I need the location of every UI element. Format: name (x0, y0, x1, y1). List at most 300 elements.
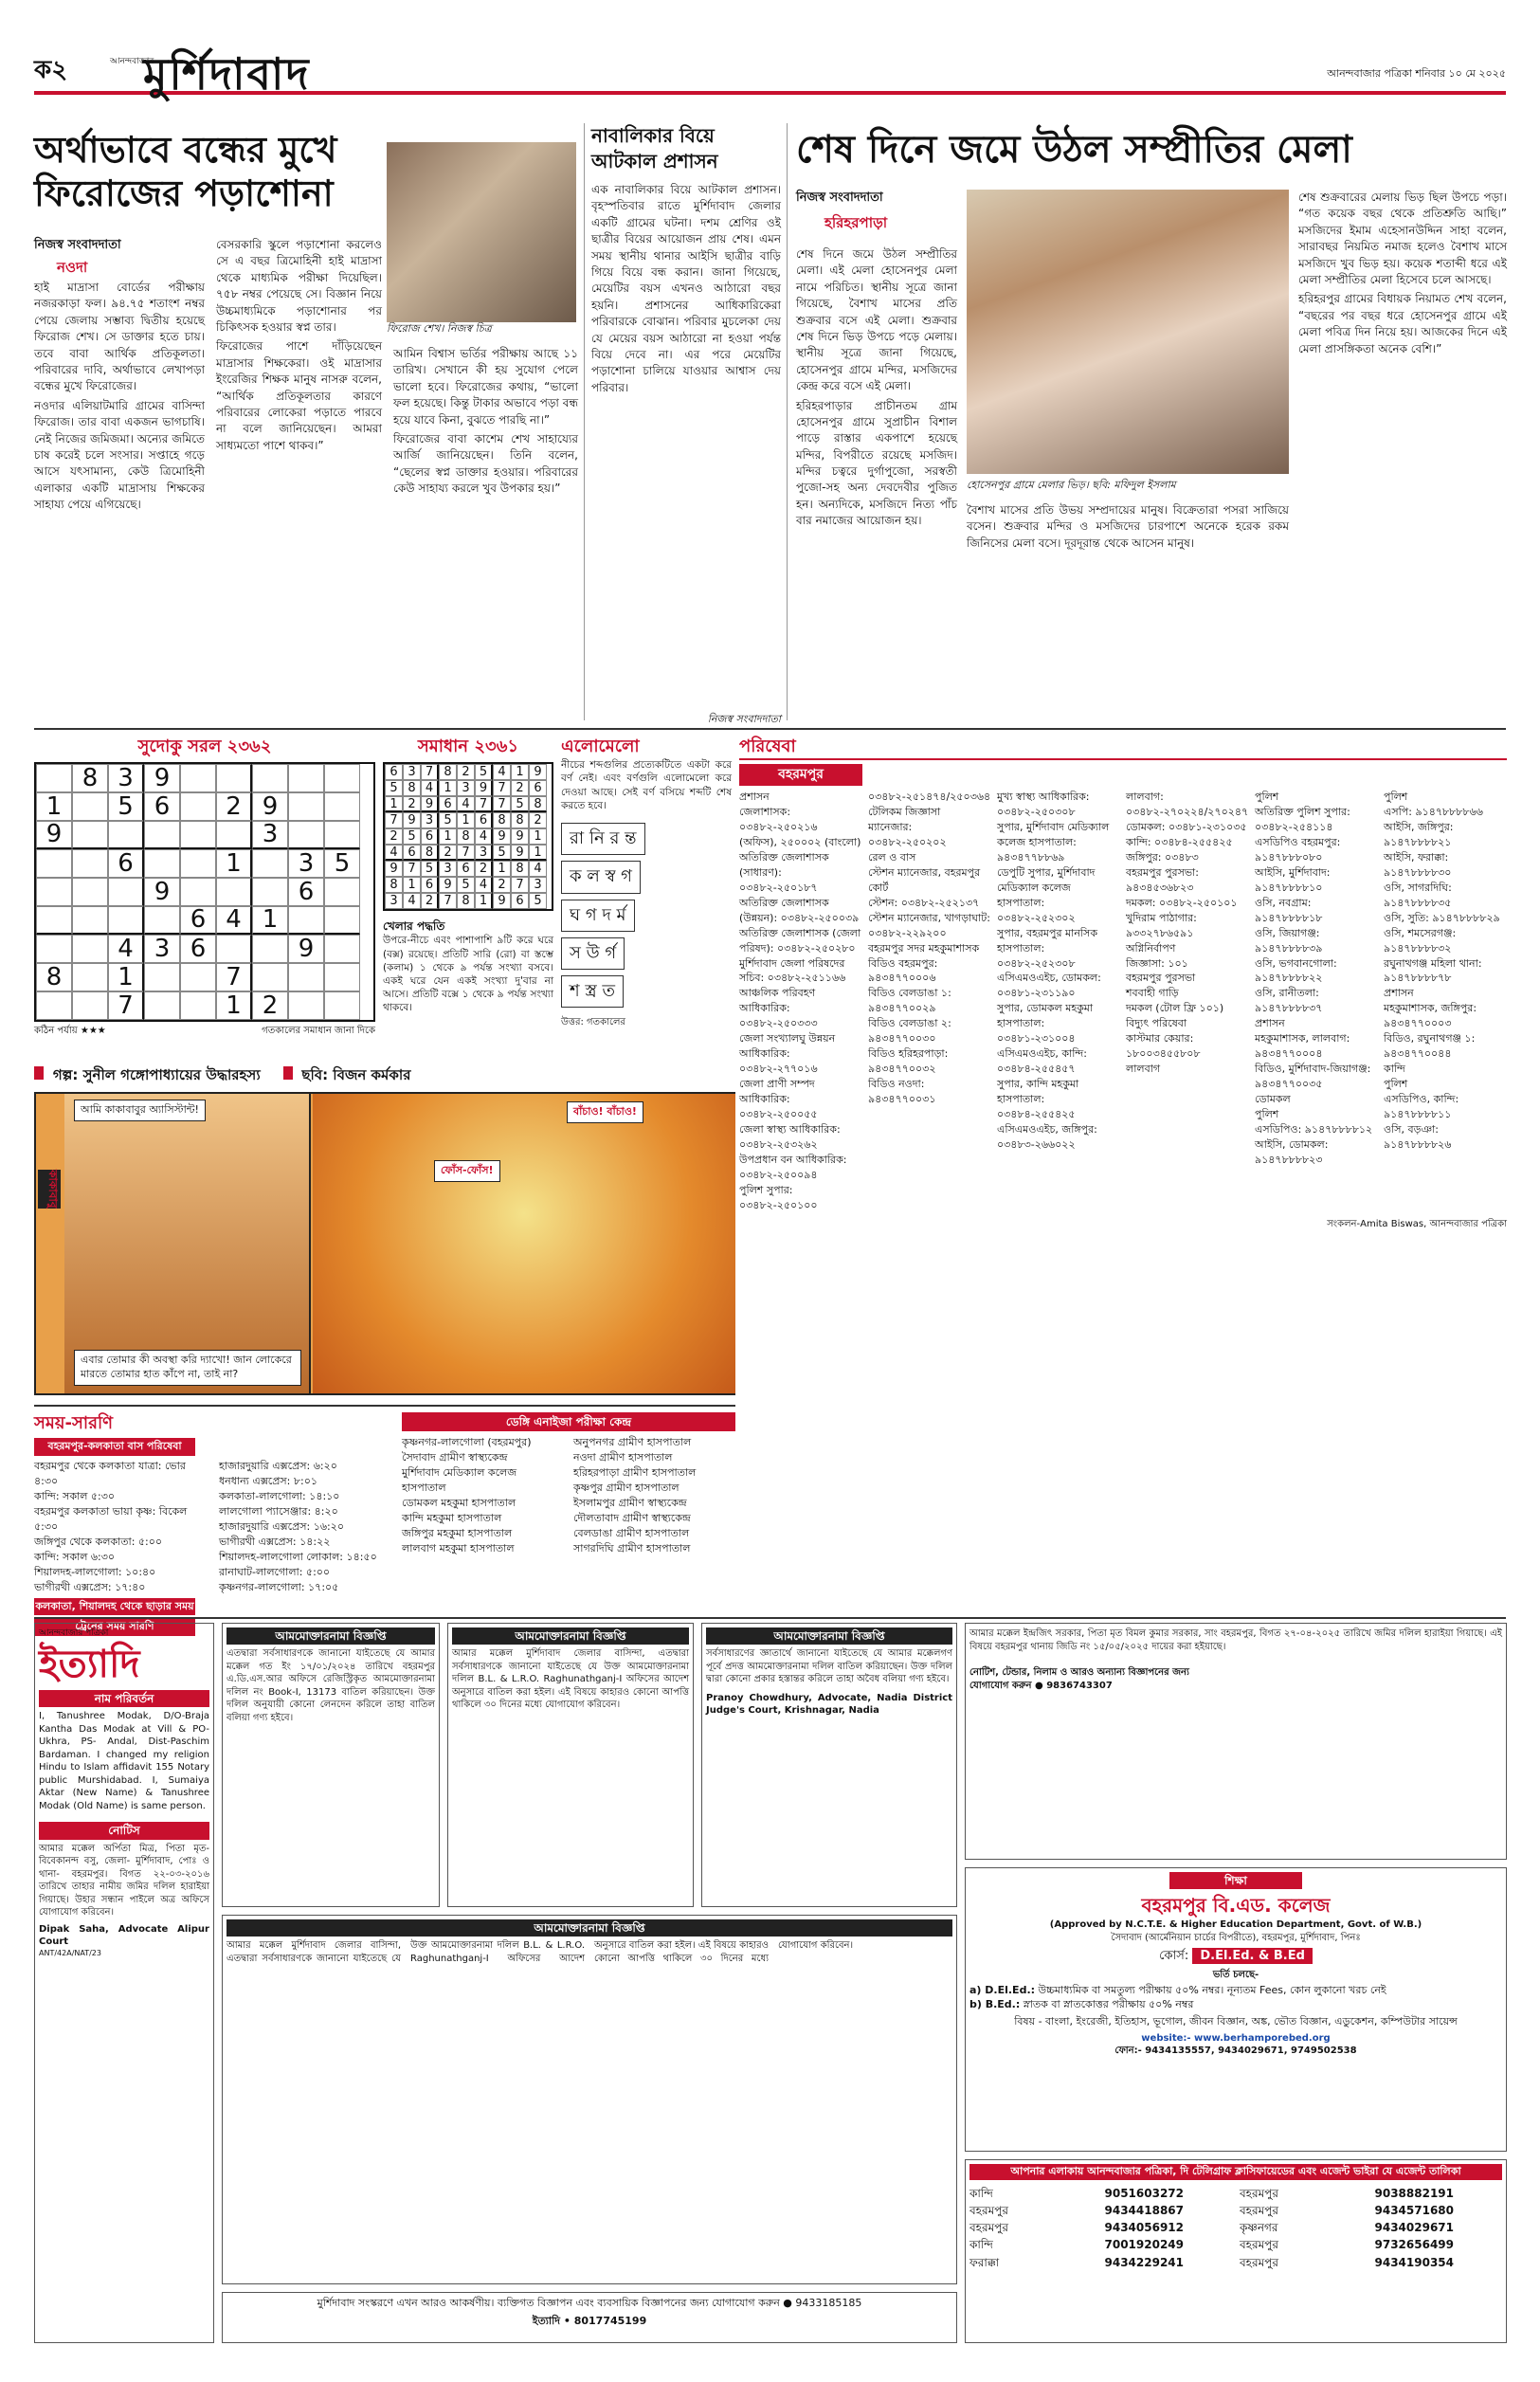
poa-ad-1-text: এতদ্বারা সর্বসাধারণকে জানানো যাইতেছে যে আমার মক্কেল গত ইং ১৭/০১/২০২৪ তারিখে বহরমপুর এ.ডি.এস.আর অফিসে রেজিস্ট্রিকৃত আমমোক্তারনামা দলিল নং Book-I, 13173 বাতিল করিয়াছেন। উক্ত দলিল অনুযায়ী কোনো লেনদেন করিলে তাহা বাতিল বলিয়া গণ্য হইবে। (226, 1648, 435, 1723)
grid-cell: 8 (457, 893, 475, 909)
service-entry: সুপার, বহরমপুর মানসিক হাসপাতাল: ০৩৪৮২-২৫২৩০৮ (997, 926, 1098, 970)
service-entry: জিজ্ঞাসা: ১০১ (1126, 956, 1188, 970)
grid-cell[interactable] (180, 878, 216, 906)
grid-cell: 3 (385, 893, 403, 909)
services-credit: সংকলন-Amita Biswas, আনন্দবাজার পত্রিকা (1327, 1219, 1507, 1230)
course-b-label: b) B.Ed.: (969, 1998, 1021, 2011)
services-sub: বহরমপুর (739, 764, 862, 786)
poa-ad-2-text: আমার মক্কেল মুর্শিদাবাদ জেলার বাসিন্দা, এতদ্বারা সর্বসাধারণকে জানানো যাইতেছে যে উক্ত আমমোক্তারনামা দলিল B.L. & L.R.O. Raghunathganj-I অফিসের আদেশ অনুসারে বাতিল করা হইল। এই বিষয়ে কাহারও কোনো আপত্তি থাকিলে ৩০ দিনের মধ্যে যোগাযোগ করিবেন। (452, 1648, 689, 1711)
grid-cell: 1 (439, 828, 457, 845)
grid-cell[interactable] (72, 963, 108, 991)
grid-cell[interactable] (288, 792, 324, 821)
story1-col1 (34, 280, 205, 716)
service-entry: বিডিও বেলডাঙা ২: ৯৪৩৪৭৭০০৩০ (868, 1017, 951, 1046)
agent-area: বহরমপুর (1240, 2186, 1278, 2200)
service-entry: রেল ও বাস (868, 850, 916, 864)
grid-cell[interactable] (216, 878, 252, 906)
grid-cell[interactable] (144, 849, 180, 878)
grid-cell: 9 (493, 828, 511, 845)
directory-line: দৌলতাবাদ গ্রামীণ স্বাস্থ্যকেন্দ্র (573, 1511, 691, 1524)
grid-cell[interactable] (252, 935, 288, 963)
grid-cell[interactable] (288, 821, 324, 849)
comic-side-label: কাকাবাবু (38, 1170, 61, 1209)
story1-caption: ফিরোজ শেখ। নিজস্ব চিত্র (387, 322, 492, 335)
grid-cell: 8 (439, 764, 457, 780)
elomelo-answer: উত্তর: গতকালের (561, 1017, 625, 1028)
grid-cell: 3 (403, 764, 421, 780)
service-entry: শববাহী গাড়ি (1126, 987, 1179, 1000)
service-entry: অতিরিক্ত পুলিশ সুপার: ০৩৪৮২-২৫৪১১৪ (1255, 806, 1350, 834)
grid-cell: 9 (511, 828, 529, 845)
service-entry: অতিরিক্ত জেলাশাসক (সাধারণ): ০৩৪৮২-২৫০১৮৭ (739, 850, 829, 894)
service-entry: এসপি: ৯১৪৭৮৮৮৮৬৬ (1384, 806, 1483, 819)
grid-cell[interactable]: 9 (36, 821, 72, 849)
grid-cell: 2 (475, 861, 493, 877)
grid-cell: 9 (421, 796, 439, 812)
service-entry: বিডিও, মুর্শিদাবাদ-জিয়াগঞ্জ: ৯৪৩৪৭৭০০৩৫ (1255, 1063, 1371, 1090)
story3-para: হরিহরপাড়ার প্রাচীনতম গ্রাম হোসেনপুর গ্রামে সুপ্রাচীন বিশাল পাড়ে রাস্তার একপাশে হয়েছে মন্দির, বিপরীতে রয়েছে মসজিদ। মন্দির চত্বরে দুর্গাপুজো, সরস্বতী পুজো-সহ অন্য দেবদেবীর পুজিত হন। অন্যদিকে, মসজিদে নিত্য পাঁচ বার নমাজের আয়োজন হয়। (796, 398, 957, 528)
service-entry: খুদিরাম পাঠাগার: ৯৩৩২৭৮৬৫৯১ (1126, 911, 1197, 939)
story3-col1 (796, 246, 957, 720)
service-entry: রঘুনাথগঞ্জ মহিলা থানা: ৯১৪৭৮৮৮৮৭৮ (1384, 956, 1482, 985)
sudoku-block (34, 736, 375, 1058)
story2-kicker: নাবালিকার বিয়ে (591, 124, 715, 147)
directory-line: কান্দি মহকুমা হাসপাতাল (402, 1511, 502, 1524)
grid-cell[interactable] (36, 991, 72, 1020)
service-entry: এসডিপিও বহরমপুর: ৯১৪৭৮৮৮০৮০ (1255, 836, 1341, 864)
grid-cell: 6 (385, 764, 403, 780)
grid-cell[interactable]: 6 (180, 935, 216, 963)
grid-cell: 1 (457, 812, 475, 828)
grid-cell: 2 (403, 796, 421, 812)
grid-cell[interactable] (324, 906, 360, 935)
grid-cell[interactable] (72, 935, 108, 963)
agent-phone: 9434056912 (1104, 2221, 1184, 2235)
grid-cell: 2 (511, 780, 529, 796)
grid-cell[interactable] (144, 821, 180, 849)
grid-cell[interactable] (288, 906, 324, 935)
service-entry: এসিএমওএইচ, জঙ্গিপুর: ০৩৪৮৩-২৬৬০২২ (997, 1122, 1097, 1151)
agent-phone: 9051603272 (1104, 2186, 1184, 2200)
directory-line: সাগরদিঘি গ্রামীণ হাসপাতাল (573, 1541, 691, 1555)
grid-cell[interactable]: 5 (108, 792, 144, 821)
story1-photo (387, 142, 576, 322)
grid-cell: 5 (403, 828, 421, 845)
grid-cell[interactable] (144, 906, 180, 935)
grid-cell: 5 (511, 796, 529, 812)
footer-ad (222, 2292, 957, 2343)
grid-cell[interactable]: 1 (252, 906, 288, 935)
directory-line: নওদা গ্রামীণ হাসপাতাল (573, 1451, 673, 1464)
elomelo-words (561, 820, 732, 1010)
directory-line: কান্দি: সকাল ৬:৩০ (34, 1550, 116, 1563)
course-a-text: উচ্চমাধ্যমিক বা সমতুল্য পরীক্ষায় ৫০% নম্বর। নূন্যতম Fees, কোন লুকানো খরচ নেই (1038, 1984, 1386, 1997)
agent-area: বহরমপুর (1240, 2204, 1278, 2218)
grid-cell[interactable] (252, 963, 288, 991)
sudoku-title: সুদোকু সরল ২৩৬২ (137, 736, 272, 756)
comic-strip (34, 1092, 735, 1395)
grid-cell[interactable] (72, 906, 108, 935)
grid-cell: 5 (475, 764, 493, 780)
story3-headline[interactable]: শেষ দিনে জমে উঠল সম্প্রীতির মেলা (796, 127, 1352, 172)
grid-cell: 9 (475, 780, 493, 796)
grid-cell[interactable] (216, 764, 252, 792)
service-entry: ডোমকল (1255, 1092, 1291, 1105)
grid-cell[interactable]: 3 (144, 935, 180, 963)
directory-line: মুর্শিদাবাদ মেডিক্যাল কলেজ হাসপাতাল (402, 1466, 517, 1494)
comic-panel-2 (313, 1094, 735, 1393)
grid-cell[interactable] (36, 906, 72, 935)
grid-cell: 1 (529, 845, 547, 861)
agent-area: বহরমপুর (969, 2204, 1008, 2218)
elomelo-word: ক ল স্ব গ (561, 861, 641, 893)
grid-cell: 9 (493, 893, 511, 909)
ittadi-ad (34, 1623, 214, 2343)
grid-cell: 6 (529, 780, 547, 796)
grid-cell[interactable] (180, 991, 216, 1020)
grid-cell[interactable]: 3 (108, 764, 144, 792)
grid-cell: 3 (529, 877, 547, 893)
grid-cell[interactable]: 4 (108, 935, 144, 963)
grid-cell: 3 (457, 780, 475, 796)
grid-cell[interactable] (216, 935, 252, 963)
top-right-ad-text: আমার মক্কেল ইন্দ্রজিৎ সরকার, পিতা মৃত বিমল কুমার সরকার, সাং বহরমপুর, বিগত ২৭-০৪-২০২৫ তারিখে জমির দলিল হারাইয়া গিয়াছে। এই বিষয়ে বহরমপুর থানায় জিডি নং ১৫/০৫/২০২৫ দায়ের করা হইয়াছে। (969, 1628, 1502, 1652)
grid-cell[interactable]: 4 (216, 906, 252, 935)
grid-cell[interactable] (180, 963, 216, 991)
directory-line: হাজারদুয়ারি এক্সপ্রেস: ৬:২০ (219, 1460, 337, 1473)
grid-cell: 6 (457, 861, 475, 877)
grid-cell[interactable]: 6 (108, 849, 144, 878)
comic-narration: এবার তোমার কী অবস্থা করি দ্যাখো! জান লোকেরে মারতে তোমার হাত কাঁপে না, তাই না? (74, 1350, 301, 1386)
service-entry: আইসি, জঙ্গিপুর: ৯১৪৭৮৮৮৮২১ (1384, 821, 1454, 848)
grid-cell[interactable] (288, 963, 324, 991)
grid-cell[interactable] (324, 764, 360, 792)
grid-cell: 8 (529, 796, 547, 812)
agent-phone: 9434418867 (1104, 2204, 1184, 2218)
grid-cell: 8 (511, 812, 529, 828)
directory-line: শিয়ালদহ-লালগোলা লোকাল: ১৪:৫০ (219, 1550, 377, 1563)
story3-para: বৈশাখ মাসের প্রতি উভয় সম্প্রদায়ের মানুষ। বিক্রেতারা পসরা সাজিয়ে বসেন। শুক্রবার মন্দির ও মসজিদের চারপাশে অনেকে হরেক রকম জিনিসের মেলা বসে। দূরদূরান্ত থেকে আসেন মানুষ। (967, 503, 1289, 550)
grid-cell: 4 (457, 796, 475, 812)
comic-bubble-2: বাঁচাও! বাঁচাও! (567, 1101, 643, 1123)
directory-line: অনুপনগর গ্রামীণ হাসপাতাল (573, 1436, 692, 1449)
service-entry: কান্দি (1384, 1063, 1405, 1076)
timetable-sub2: কলকাতা, শিয়ালদহ থেকে ছাড়ার সময় (34, 1598, 195, 1616)
grid-cell[interactable] (144, 991, 180, 1020)
course-a-label: a) D.El.Ed.: (969, 1984, 1036, 1997)
service-entry: বহরমপুর সদর মহকুমাশাসক (868, 941, 980, 955)
grid-cell[interactable]: 6 (144, 792, 180, 821)
directory-line: শিয়ালদহ-লালগোলা: ১০:৪০ (34, 1565, 156, 1578)
course-label: কোর্স: (1159, 1949, 1189, 1964)
story3-caption: হোসেনপুর গ্রামে মেলার ভিড়। ছবি: মফিদুল ইসলাম (967, 479, 1176, 491)
service-entry: স্টেশন ম্যানেজার, খাগড়াঘাট: (868, 911, 990, 924)
grid-cell: 7 (511, 877, 529, 893)
story3-col2 (967, 502, 1289, 720)
grid-cell[interactable] (324, 935, 360, 963)
services-columns (739, 790, 1507, 1212)
agent-phone: 9038882191 (1374, 2186, 1454, 2200)
agent-phone: 9434029671 (1374, 2221, 1454, 2235)
service-entry: কান্দি: ০৩৪৮৪-২৫৫৪২৫ (1126, 836, 1233, 848)
service-entry: দমকল: ০৩৪৮২-২৫০১০১ (1126, 896, 1238, 909)
grid-cell[interactable] (324, 821, 360, 849)
grid-cell: 1 (529, 828, 547, 845)
column-rule (584, 123, 585, 720)
service-entry: ওসি, জিয়াগঞ্জ: ৯১৪৭৮৮৮৮৩৯ (1255, 926, 1323, 955)
service-entry: পুলিশ (1384, 791, 1408, 804)
grid-cell: 6 (403, 845, 421, 861)
story3-para: শেষ দিনে জমে উঠল সম্প্রীতির মেলা। এই মেলা হোসেনপুর মেলা নামে পরিচিত। স্থানীয় সূত্রে জানা গিয়েছে, বৈশাখ মাসের প্রতি শুক্রবার বসে এই মেলা। শুক্রবার শেষ দিনে ভিড় উপচে পড়ে মেলায়। স্থানীয় সূত্রে জানা গিয়েছে, হোসেনপুর গ্রামে মন্দির, মসজিদের কেন্দ্র করে বসে এই মেলা। (796, 247, 957, 393)
poa-ad-4-title: আমমোক্তারনামা বিজ্ঞপ্তি (226, 1919, 952, 1937)
elomelo-word: স উ র্গ (561, 937, 625, 970)
grid-cell[interactable]: 1 (216, 991, 252, 1020)
service-entry: ওসি, শমসেরগঞ্জ: ৯১৪৭৮৮৮৮৩২ (1384, 926, 1457, 955)
college-approval: (Approved by N.C.T.E. & Higher Education Department, Govt. of W.B.) (1049, 1919, 1422, 1931)
sudoku-grid[interactable] (34, 762, 375, 1022)
story3-para: হরিহরপুর গ্রামের বিধায়ক নিয়ামত শেখ বলেন, “বছরের পর বছর ধরে হোসেনপুর গ্রামে এই মেলা পবিত্র দিন নিয়ে হয়। আজকের দিনে এই মেলা প্রাসঙ্গিকতা অনেক বেশি।” (1298, 292, 1507, 355)
hospitals-block (402, 1412, 735, 1611)
section-rule (34, 728, 1506, 730)
grid-cell[interactable]: 1 (216, 849, 252, 878)
grid-cell: 1 (511, 764, 529, 780)
grid-cell[interactable] (180, 792, 216, 821)
story2 (591, 123, 781, 725)
service-entry: পুলিশ সুপার: ০৩৪৮২-২৫০১০০ (739, 1183, 818, 1211)
poa-ad-3 (701, 1623, 957, 1907)
grid-cell[interactable] (216, 821, 252, 849)
story1-para: ফিরোজের বাবা কাশেম শেখ সাহায্যের আর্জি জানিয়েছেন। তিনি বলেন, “ছেলের স্বপ্ন ডাক্তার হওয়ার। পরিবারের কেউ সাহায্য করলে খুব উপকার হয়।” (393, 431, 578, 496)
grid-cell[interactable] (144, 963, 180, 991)
service-entry: অতিরিক্ত জেলাশাসক (জেলা পরিষদ): ০৩৪৮২-২৫০২৮০ (739, 926, 861, 955)
service-entry: মহকুমাশাসক, জঙ্গিপুর: ৯৪৩৪৭৭০০০৩ (1384, 1002, 1477, 1030)
grid-cell[interactable]: 9 (288, 935, 324, 963)
hospital-lines (402, 1435, 735, 1556)
grid-cell: 5 (529, 893, 547, 909)
timetable-sub1: বহরমপুর-কলকাতা বাস পরিষেবা (34, 1438, 195, 1456)
service-entry: ওসি, ভগবানগোলা: ৯১৪৭৮৮৮৮২২ (1255, 956, 1337, 985)
service-entry: জেলা সংখ্যালঘু উন্নয়ন আধিকারিক: ০৩৪৮২-২৭৭০১৬ (739, 1032, 836, 1076)
grid-cell: 6 (421, 828, 439, 845)
grid-cell[interactable] (72, 849, 108, 878)
service-entry: পুলিশ (1255, 791, 1279, 804)
elomelo-title: এলোমেলো (561, 736, 640, 756)
grid-cell: 6 (421, 877, 439, 893)
grid-cell[interactable] (180, 849, 216, 878)
grid-cell[interactable] (108, 821, 144, 849)
service-entry: অগ্নিনির্বাপণ (1126, 941, 1176, 955)
course-value: D.El.Ed. & B.Ed (1192, 1948, 1313, 1964)
poa-ad-2 (447, 1623, 694, 1907)
service-entry: বহরমপুর পুরসভা (1126, 972, 1196, 985)
services-column (739, 790, 862, 1212)
service-entry: দমকল (টোল ফ্রি ১০১) (1126, 1002, 1224, 1015)
grid-cell: 7 (421, 764, 439, 780)
comic-title: গল্প: সুনীল গঙ্গোপাধ্যায়ের উদ্ধারহস্য (52, 1066, 261, 1083)
service-entry: অতিরিক্ত জেলাশাসক (উন্নয়ন): ০৩৪৮২-২৫০০৩৯ (739, 896, 860, 924)
grid-cell[interactable] (72, 821, 108, 849)
grid-cell: 1 (475, 893, 493, 909)
service-entry: পুলিশ (1384, 1078, 1408, 1090)
directory-line: ভাগীরথী এক্সপ্রেস: ১৭:৪০ (34, 1580, 146, 1593)
grid-cell: 8 (493, 812, 511, 828)
college-ad (965, 1867, 1507, 2152)
grid-cell[interactable] (36, 764, 72, 792)
grid-cell: 1 (493, 861, 511, 877)
solution-grid (383, 762, 553, 911)
story1-para: নওদার এলিয়াটমারি গ্রামের বাসিন্দা ফিরোজ। তার বাবা একজন ভাগচাষি। নেই নিজের জমিজমা। অন্যের জমিতে চাষ করেই চলে সংসার। সপ্তাহে গড়ে আসে যৎসামান্য, কেউ ত্রিমোহিনী এলাকার একটি মাদ্রাসায় শিক্ষকের সাহায্য পেয়ে এগিয়েছে। (34, 398, 205, 512)
grid-cell[interactable]: 7 (108, 991, 144, 1020)
grid-cell[interactable]: 7 (216, 963, 252, 991)
grid-cell[interactable] (72, 792, 108, 821)
agent-area: কান্দি (969, 2186, 993, 2200)
directory-line: বহরমপুর কলকাতা ভায়া কৃষ্ণ: বিকেল ৫:৩০ (34, 1504, 188, 1533)
section-rule (34, 1617, 1506, 1619)
grid-cell[interactable] (36, 935, 72, 963)
ittadi-contact: ইত্যাদি • 8017745199 (532, 2314, 647, 2327)
grid-cell[interactable]: 3 (252, 821, 288, 849)
service-entry: স্টেশন: ০৩৪৮২-২৫২১৩৭ (868, 896, 980, 909)
grid-cell: 1 (439, 780, 457, 796)
advocate-sig: Pranoy Chowdhury, Advocate, Nadia District Judge's Court, Krishnagar, Nadia (706, 1692, 952, 1717)
agent-phone: 9434571680 (1374, 2204, 1454, 2218)
story3-col3 (1298, 190, 1507, 720)
grid-cell: 7 (475, 796, 493, 812)
grid-cell[interactable]: 2 (216, 792, 252, 821)
masthead (34, 48, 1506, 100)
college-website[interactable]: website:- www.berhamporebed.org (1141, 2032, 1331, 2044)
grid-cell: 3 (421, 812, 439, 828)
story2-headline[interactable]: আটকাল প্রশাসন (591, 150, 718, 173)
services-title: পরিষেবা (739, 736, 1507, 760)
grid-cell: 4 (385, 845, 403, 861)
ittadi-logo: ইত্যাদি (39, 1642, 140, 1687)
grid-cell: 7 (493, 796, 511, 812)
directory-line: বহরমপুর থেকে কলকাতা যাত্রা: ভোর ৪:৩০ (34, 1460, 186, 1488)
notice-text: আমার মক্কেল অর্পিতা মিত্র, পিতা মৃত- বিবেকানন্দ বসু, জেলা- মুর্শিদাবাদ, পোঃ ও থানা- বহরমপুর। বিগত ২২-০৩-২০১৬ তারিখে তাহার নামীয় জমির দলিল হারাইয়া গিয়াছে। উহার সন্ধান পাইলে অত্র অফিসে যোগাযোগ করিবেন। (39, 1843, 209, 1918)
elomelo-intro: নীচের শব্দগুলির প্রত্যেকটিতে একটা করে বর্ণ নেই। এবং বর্ণগুলি এলোমেলো করে দেওয়া আছে। সেই বর্ণ বসিয়ে শব্দটি শেষ করতে হবে। (561, 759, 732, 811)
ad-signature-phone: যোগাযোগ করুন ● 9836743307 (969, 1680, 1113, 1691)
grid-cell: 4 (421, 780, 439, 796)
story1-byline: নিজস্ব সংবাদদাতা (34, 238, 121, 252)
grid-cell[interactable] (72, 878, 108, 906)
grid-cell: 6 (439, 796, 457, 812)
grid-cell[interactable] (324, 878, 360, 906)
grid-cell[interactable] (180, 764, 216, 792)
services-column (868, 790, 991, 1212)
directory-line: হরিহরপাড়া গ্রামীণ হাসপাতাল (573, 1466, 697, 1480)
agent-phone: 7001920249 (1104, 2238, 1184, 2252)
grid-cell[interactable] (324, 792, 360, 821)
grid-cell[interactable]: 9 (144, 764, 180, 792)
story2-body: এক নাবালিকার বিয়ে আটকাল প্রশাসন। বৃহস্পতিবার রাতে মুর্শিদাবাদ জেলার একটি গ্রামের ঘটনা। দশম শ্রেণির ওই ছাত্রীর বিয়ের আয়োজন প্রায় শেষ। এমন সময় স্থানীয় থানার আইসি ছাত্রীর বাড়ি গিয়ে বিয়ে বন্ধ করান। জানা গিয়েছে, মেয়েটির বয়স এখনও আঠারো বছর হয়নি। প্রশাসনের আধিকারিকেরা পরিবারকে বোঝান। পরিবার মুচলেকা দেয় যে মেয়ের বয়স আঠারো না হওয়া পর্যন্ত বিয়ে দেবে না। এর পরে মেয়েটির পড়াশোনা চালিয়ে যাওয়ার আশ্বাস দেয় পরিবার। (591, 183, 781, 394)
service-entry: উপপ্রধান বন আধিকারিক: ০৩৪৮২-২৫০০৯৪ (739, 1153, 847, 1181)
service-entry: সুপার, মুর্শিদাবাদ মেডিক্যাল কলেজ হাসপাতাল: ৯৪৩৪৭৭৮৮৬৯ (997, 821, 1110, 864)
grid-cell[interactable] (108, 878, 144, 906)
sudoku-footer: গতকালের সমাধান জানা দিকে (262, 1026, 375, 1037)
comic-bubble-3: ফোঁস-ফোঁস! (434, 1160, 500, 1182)
story3-dateline: হরিহরপাড়া (824, 214, 888, 231)
grid-cell[interactable]: 8 (72, 764, 108, 792)
grid-cell[interactable]: 2 (252, 991, 288, 1020)
college-name: বহরমপুর বি.এড. কলেজ (1141, 1894, 1331, 1918)
grid-cell[interactable] (288, 764, 324, 792)
service-entry: মহকুমাশাসক, লালবাগ: ৯৪৩৪৭৭০০০৪ (1255, 1032, 1350, 1061)
grid-cell[interactable] (252, 764, 288, 792)
grid-cell[interactable]: 5 (324, 849, 360, 878)
directory-line: ইসলামপুর গ্রামীণ স্বাস্থ্যকেন্দ্র (573, 1496, 687, 1509)
directory-line: সৈদাবাদ গ্রামীণ স্বাস্থ্যকেন্দ্র (402, 1451, 508, 1464)
directory-line: বেলডাঙা গ্রামীণ হাসপাতাল (573, 1526, 690, 1539)
story1-para: ফিরোজের পাশে দাঁড়িয়েছেন মাদ্রাসার শিক্ষকেরা। ওই মাদ্রাসার ইংরেজির শিক্ষক মানুষ নাসরু বলেন, “আর্থিক প্রতিকূলতার কারণে পরিবারের লোকেরা পড়াতে পারবে না বলে জানিয়েছেন। আমরা সাধ্যমতো পাশে থাকব।” (216, 339, 382, 452)
story1-col2 (216, 237, 382, 716)
grid-cell[interactable]: 1 (36, 792, 72, 821)
comic-credit: ছবি: বিজন কর্মকার (301, 1066, 411, 1083)
grid-cell[interactable] (252, 849, 288, 878)
directory-line: লালবাগ মহকুমা হাসপাতাল (402, 1541, 515, 1555)
services-column (1384, 790, 1507, 1212)
elomelo-word: শ স্ত্র ত (561, 975, 624, 1008)
story1-headline[interactable]: অর্থাভাবে বন্ধের মুখে ফিরোজের পড়াশোনা (34, 128, 337, 214)
timetable-sub3: ট্রেনের সময় সারণি (34, 1618, 195, 1636)
story1-para: হাই মাদ্রাসা বোর্ডের পরীক্ষায় নজরকাড়া ফল। ৯৪.৭৫ শতাংশ নম্বর পেয়ে জেলায় সম্ভাব্য দ্বিতীয় হয়েছে ফিরোজ শেখ। সে ডাক্তার হতে চায়। তবে বাবা আর্থিক প্রতিকূলতা। পরিবারের দাবি, অর্থাভাবে লেখাপড়া বন্ধের মুখে ফিরোজের। (34, 281, 205, 393)
service-entry: প্রশাসন (1255, 1017, 1285, 1030)
grid-cell[interactable] (180, 821, 216, 849)
grid-cell[interactable] (288, 991, 324, 1020)
grid-cell: 3 (475, 845, 493, 861)
grid-cell[interactable]: 9 (144, 878, 180, 906)
grid-cell[interactable]: 9 (252, 792, 288, 821)
grid-cell[interactable]: 3 (288, 849, 324, 878)
grid-cell[interactable] (324, 991, 360, 1020)
grid-cell[interactable] (252, 878, 288, 906)
grid-cell[interactable]: 6 (288, 878, 324, 906)
grid-cell[interactable] (324, 963, 360, 991)
grid-cell: 2 (457, 764, 475, 780)
agents-title: আপনার এলাকায় আনন্দবাজার পত্রিকা, দি টেলিগ্রাফ ক্লাসিফায়েডের এবং এজেন্ট ভাইরা যে এজেন্ট তালিকা (969, 2164, 1502, 2180)
directory-line: জঙ্গিপুর মহকুমা হাসপাতাল (402, 1526, 513, 1539)
section-title: মুর্শিদাবাদ (143, 48, 311, 100)
service-entry: প্রশাসন (739, 791, 770, 804)
notice-title: নোটিস (39, 1822, 209, 1839)
grid-cell[interactable]: 1 (108, 963, 144, 991)
directory-line: কৃষ্ণপুর গ্রামীণ হাসপাতাল (573, 1482, 679, 1494)
grid-cell: 9 (439, 877, 457, 893)
grid-cell: 7 (403, 861, 421, 877)
service-entry: এসিএমওএইচ, কান্দি: ০৩৪৮৪-২৫৫৪৫৭ (997, 1047, 1087, 1076)
service-entry: মুখ্য স্বাস্থ্য আধিকারিক: ০৩৪৮২-২৫০৩০৮ (997, 791, 1090, 819)
agent-area: ফরাক্কা (969, 2255, 1000, 2269)
story1-para: বেসরকারি স্কুলে পড়াশোনা করলেও সে এ বছর ত্রিমোহিনী হাই মাদ্রাসা থেকে মাধ্যমিক পরীক্ষা দিয়েছিল। ৭৫৮ নম্বর পেয়েছে সে। বিজ্ঞান নিয়ে উচ্চমাধ্যমিকে পড়াশোনার পর চিকিৎসক হওয়ার স্বপ্ন তার। (216, 238, 382, 334)
ad-signature: নোটিশ, টেন্ডার, নিলাম ও আরও অন্যান্য বিজ্ঞাপনের জন্য (969, 1667, 1189, 1678)
grid-cell[interactable] (36, 878, 72, 906)
agents-ad (965, 2159, 1507, 2343)
college-subjects: বিষয় - বাংলা, ইংরেজী, ইতিহাস, ভূগোল, জীবন বিজ্ঞান, অঙ্ক, ভৌত বিজ্ঞান, এডুকেশন, কম্পিউটার সায়েন্স (1014, 2014, 1458, 2027)
service-entry: বিডিও হরিহরপাড়া: ৯৪৩৪৭৭০০৩২ (868, 1047, 949, 1076)
grid-cell[interactable]: 6 (180, 906, 216, 935)
grid-cell[interactable]: 8 (36, 963, 72, 991)
grid-cell[interactable] (108, 906, 144, 935)
story1-dateline: নওদা (57, 259, 88, 276)
service-entry: আইসি, ডোমকল: ৯১৪৭৮৮৮৮২৩ (1255, 1137, 1329, 1166)
grid-cell[interactable] (36, 849, 72, 878)
masthead-date: আনন্দবাজার পত্রিকা শনিবার ১০ মে ২০২৫ (1327, 67, 1506, 80)
services-column (1126, 790, 1249, 1212)
agents-table (969, 2186, 1502, 2270)
grid-cell[interactable] (72, 991, 108, 1020)
story2-byline: নিজস্ব সংবাদদাতা (707, 713, 781, 725)
service-entry: সুপার, ডোমকল মহকুমা হাসপাতাল: ০৩৪৮১-২৩১০০৪ (997, 1002, 1094, 1046)
